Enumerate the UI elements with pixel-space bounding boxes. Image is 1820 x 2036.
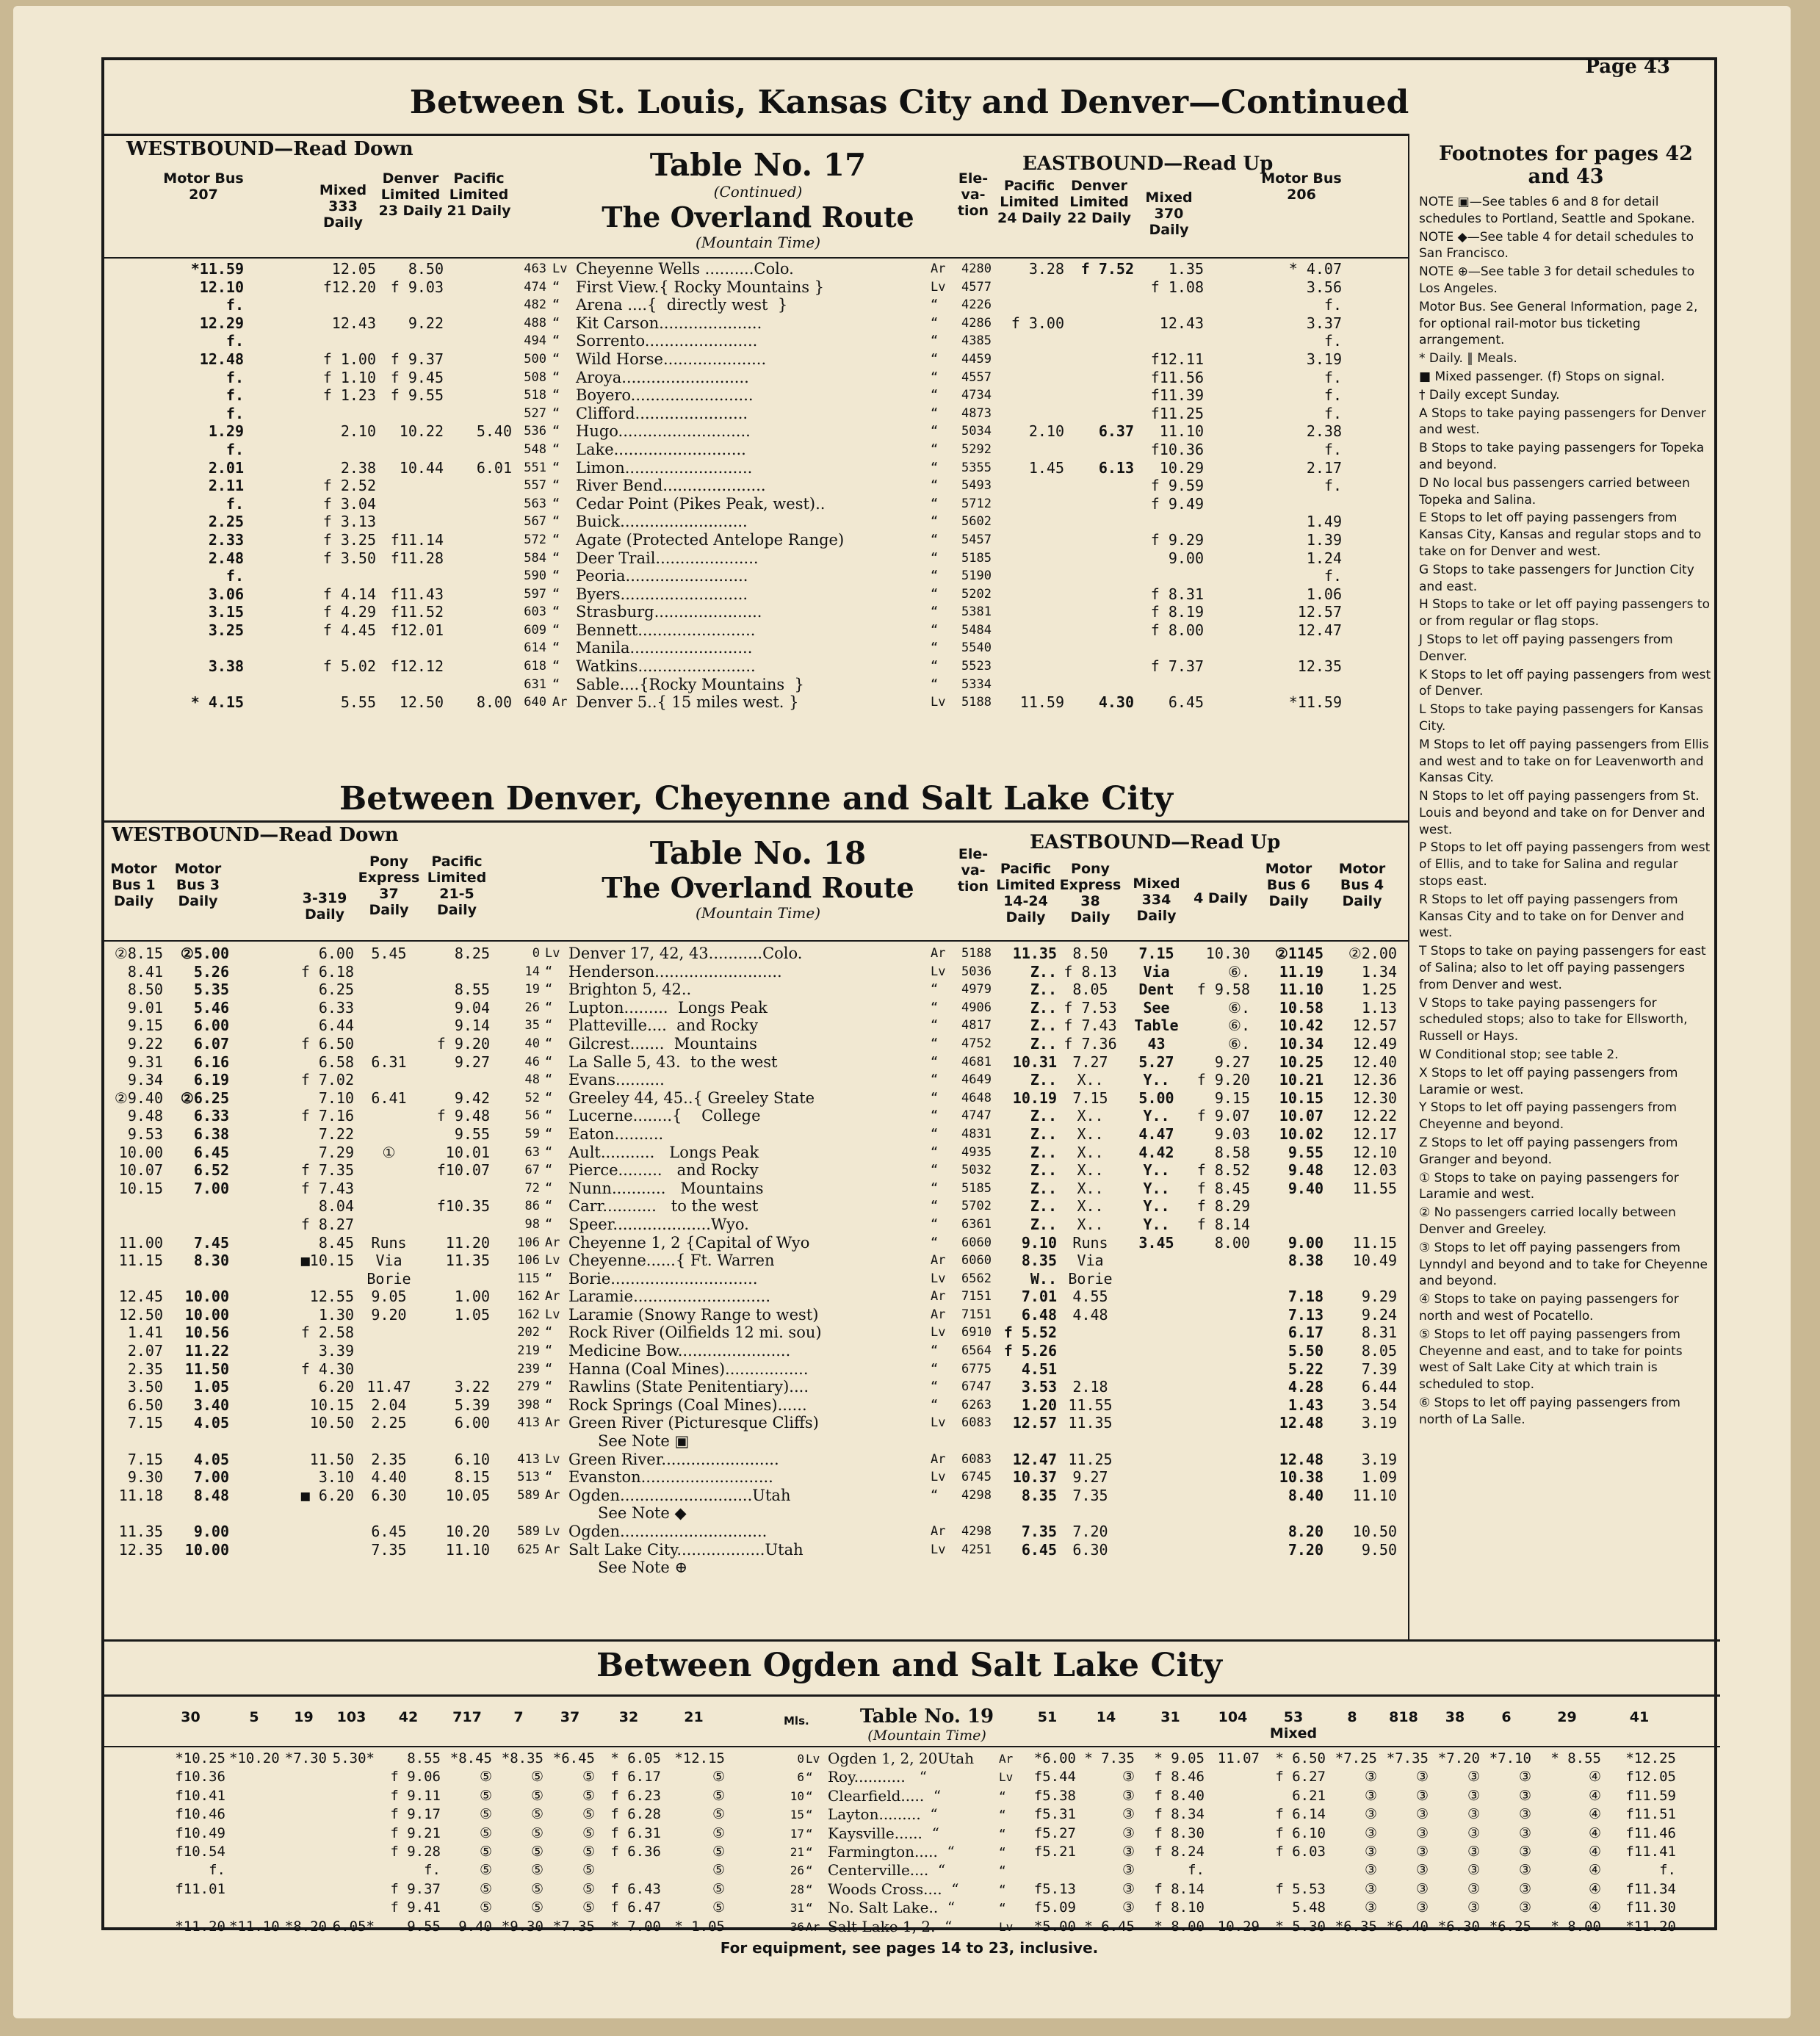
t19-west-col-0: *10.25 f10.36 f10.41 f10.46 f10.49 f10.54 f. f11.01 *11.20 bbox=[175, 1750, 225, 1935]
table18-heading: Between Denver, Cheyenne and Salt Lake City bbox=[339, 780, 1173, 817]
t19-east-train-1: 14 bbox=[1096, 1709, 1116, 1725]
table19-heading: Between Ogden and Salt Lake City bbox=[596, 1647, 1222, 1684]
table19-number: Table No. 19 bbox=[859, 1705, 994, 1728]
table17-title-block bbox=[574, 147, 942, 251]
t19-stations: Ogden 1, 2, 20Utah Roy........... “ Clearfield..... “ Layton......... “ Kaysville...... “ Farmington..... “ Centerville.... “ Woods Cross.... “ No. Salt Lake.. “ Salt Lake 1, 2. “ bbox=[828, 1750, 975, 1935]
t19-west-train-5: 717 bbox=[452, 1709, 482, 1725]
t19-west-col-3: 5.30* 6.05* bbox=[332, 1750, 375, 1935]
footnote: NOTE ▣—See tables 6 and 8 for detail schedules to Portland, Seattle and Spokane. bbox=[1419, 195, 1695, 226]
t19-lvar: Lv “ “ “ “ “ “ “ “ Ar bbox=[806, 1752, 820, 1934]
t19-east-train-0: 51 bbox=[1037, 1709, 1058, 1725]
footnote: H Stops to take or let off paying passengers to or from regular or flag stops. bbox=[1419, 597, 1710, 629]
t19-west-col-7: *6.45 ⑤ ⑤ ⑤ ⑤ ⑤ ⑤ ⑤ ⑤ *7.35 bbox=[552, 1750, 595, 1935]
footnote: Motor Bus. See General Information, page 2, for optional rail-motor bus ticketing arrangement. bbox=[1419, 299, 1698, 348]
footnotes bbox=[1419, 142, 1713, 1430]
t19-west-col-5: *8.45 ⑤ ⑤ ⑤ ⑤ ⑤ ⑤ ⑤ ⑤ 9.40 bbox=[449, 1750, 492, 1935]
t19-west-col-6: *8.35 ⑤ ⑤ ⑤ ⑤ ⑤ ⑤ ⑤ ⑤ *9.30 bbox=[501, 1750, 544, 1935]
t18-bus1-head: Motor Bus 1 Daily bbox=[110, 861, 157, 909]
t19-west-col-2: *7.30 *8.20 bbox=[284, 1750, 327, 1935]
t19-east-col-0: *6.00 f5.44 f5.38 f5.31 f5.27 f5.21 f5.13 f5.09 *5.00 bbox=[1033, 1750, 1076, 1935]
t17-den23-head: Denver Limited 23 Daily bbox=[378, 170, 443, 219]
table17-heading: Between St. Louis, Kansas City and Denver—Continued bbox=[409, 84, 1409, 121]
t19-west-train-9: 21 bbox=[684, 1709, 704, 1725]
t18-pac1424-head: Pacific Limited 14-24 Daily bbox=[996, 861, 1055, 925]
footnote: L Stops to take paying passengers for Kansas City. bbox=[1419, 702, 1704, 734]
table18-zone: (Mountain Time) bbox=[695, 904, 821, 922]
table17-eastbound: EASTBOUND—Read Up bbox=[1022, 153, 1274, 175]
rule bbox=[104, 1694, 1720, 1697]
footnote: G Stops to take passengers for Junction City and east. bbox=[1419, 562, 1694, 594]
t19-miles: 0 6 10 15 17 21 26 28 31 36 bbox=[790, 1752, 804, 1934]
t17-mixed333: 12.05 f12.20 12.43 f 1.00 f 1.10 f 1.23 2.10 2.38 f 2.52 f 3.04 f 3.13 f 3.25 f 3.50 f 4.14 f 4.29 f 4.45 f 5.02 5.55 bbox=[322, 260, 376, 712]
t17-miles: 463 474 482 488 494 500 508 518 527 536 548 551 557 563 567 572 584 590 597 603 609 614 618 631 640 bbox=[524, 261, 546, 710]
rule bbox=[104, 940, 1408, 942]
footnote: † Daily except Sunday. bbox=[1419, 387, 1560, 402]
t19-east-train-9: 29 bbox=[1557, 1709, 1577, 1725]
t18-mix334: 7.15 Via Dent See Table 43 5.27 Y.. 5.00 Y.. 4.47 4.42 Y.. Y.. Y.. Y.. 3.45 bbox=[1134, 945, 1179, 1252]
t17-den22: f 7.52 6.37 6.13 4.30 bbox=[1080, 260, 1134, 712]
t19-west-train-1: 5 bbox=[249, 1709, 259, 1725]
t18-lvar: Lv “ “ “ “ “ “ “ “ “ “ “ “ “ “ “ Ar Lv “ Ar Lv “ “ “ “ “ Ar Lv “ Ar Lv Ar bbox=[545, 946, 560, 1557]
footnote: P Stops to let off paying passengers from west of Ellis, and to take for Salina and regular stops east. bbox=[1419, 840, 1711, 889]
table17-westbound: WESTBOUND—Read Down bbox=[126, 138, 414, 160]
footnote: T Stops to take on paying passengers for east of Salina; also to let off paying passengers from Denver and west. bbox=[1419, 944, 1706, 992]
footnote: ⑤ Stops to let off paying passengers from Cheyenne and east, and to take for points west of Salt Lake City at which train is scheduled to stop. bbox=[1419, 1326, 1683, 1393]
t18-d4-head: 4 Daily bbox=[1194, 890, 1248, 906]
t19-east-col-2: * 9.05 f 8.46 f 8.40 f 8.34 f 8.30 f 8.24 f. f 8.14 f 8.10 * 8.00 bbox=[1154, 1750, 1205, 1935]
footnote: ⑥ Stops to let off paying passengers from north of La Salle. bbox=[1419, 1395, 1680, 1427]
t19-east-col-8: *7.10 ③ ③ ③ ③ ③ ③ ③ ③ *6.25 bbox=[1489, 1750, 1531, 1935]
footer-note: For equipment, see pages 14 to 23, inclusive. bbox=[720, 1939, 1099, 1957]
t18-pony38-head: Pony Express 38 Daily bbox=[1059, 861, 1122, 925]
footnote: A Stops to take paying passengers for Denver and west. bbox=[1419, 405, 1706, 438]
footnote: M Stops to let off paying passengers from Ellis and west and to take on for Leavenworth and Kansas City. bbox=[1419, 737, 1709, 786]
t17-bus206: * 4.07 3.56 f. 3.37 f. 3.19 f. f. f. 2.38 f. 2.17 f. 1.49 1.39 1.24 f. 1.06 12.57 12.47 12.35 *11.59 bbox=[1288, 260, 1342, 712]
t17-mix370-head: Mixed 370 Daily bbox=[1145, 189, 1193, 238]
t18-d4: 10.30 ⑥. f 9.58 ⑥. ⑥. ⑥. 9.27 f 9.20 9.15 f 9.07 9.03 8.58 f 8.52 f 8.45 f 8.29 f 8.14 8.00 bbox=[1196, 945, 1250, 1252]
table18-eastbound: EASTBOUND—Read Up bbox=[1030, 831, 1281, 853]
table18-route: The Overland Route bbox=[602, 871, 914, 904]
timetable-page bbox=[13, 6, 1791, 2018]
t19-west-train-0: 30 bbox=[181, 1709, 201, 1725]
t18-pony37-head: Pony Express 37 Daily bbox=[358, 853, 420, 918]
t17-lvar: Lv “ “ “ “ “ “ “ “ “ “ “ “ “ “ “ “ “ “ “ “ “ “ “ Ar bbox=[552, 261, 568, 710]
table17-route: The Overland Route bbox=[602, 201, 914, 234]
t17-stations: Cheyenne Wells ..........Colo. First View.{ Rocky Mountains } Arena ....{ directly west } Kit Carson..................... Sorrento....................... Wild Horse..................... Aroya.......................... Boyero......................... Clifford....................... Hugo........................... Lake........................... Limon.......................... River Bend..................... Cedar Point (Pikes Peak, west).. Buick.......................... Agate (Protected Antelope Range) Deer Trail..................... Peoria......................... Byers.......................... Strasburg...................... Bennett........................ Manila......................... Watkins........................ Sable....{Rocky Mountains } Denver 5..{ 15 miles west. } bbox=[576, 260, 845, 712]
footnote: W Conditional stop; see table 2. bbox=[1419, 1047, 1619, 1063]
t17-pac21: 5.40 6.01 8.00 bbox=[476, 422, 512, 712]
t18-3319: 6.00 f 6.18 6.25 6.33 6.44 f 6.50 6.58 f 7.02 7.10 f 7.16 7.22 7.29 f 7.35 f 7.43 8.04 f 8.27 8.45 ■10.15 12.55 1.30 f 2.58 3.39 f 4.30 6.20 10.15 10.50 11.50 3.10 ■ 6.20 bbox=[300, 945, 354, 1504]
t18-mix334-head: Mixed 334 Daily bbox=[1133, 876, 1180, 924]
table19-zone: (Mountain Time) bbox=[867, 1728, 986, 1744]
t19-east-col-7: *7.20 ③ ③ ③ ③ ③ ③ ③ ③ *6.30 bbox=[1437, 1750, 1480, 1935]
t18-arlv: Ar Lv “ “ “ “ “ “ “ “ “ “ “ “ “ “ “ Ar Lv Ar Ar Lv “ “ “ “ Lv Ar Lv “ Ar Lv bbox=[931, 946, 946, 1557]
t18-pac1424: 11.35 Z.. Z.. Z.. Z.. Z.. 10.31 Z.. 10.19 Z.. Z.. Z.. Z.. Z.. Z.. Z.. 9.10 8.35 W.. 7.01 6.48 f 5.52 f 5.26 4.51 3.53 1.20 12.57 12.47 10.37 8.35 7.35 6.45 bbox=[1003, 945, 1057, 1559]
t19-east-col-9: * 8.55 ④ ④ ④ ④ ④ ④ ④ ④ * 8.00 bbox=[1550, 1750, 1601, 1935]
footnote: E Stops to let off paying passengers from Kansas City, Kansas and regular stops and to take on for Denver and west. bbox=[1419, 510, 1702, 559]
t19-east-train-8: 6 bbox=[1501, 1709, 1512, 1725]
rule bbox=[104, 820, 1408, 823]
t19-mls-head: Mls. bbox=[784, 1714, 809, 1728]
t17-bus207: *11.59 12.10 f. 12.29 f. 12.48 f. f. f. 1.29 f. 2.01 2.11 f. 2.25 2.33 2.48 f. 3.06 3.15 3.25 3.38 * 4.15 bbox=[190, 260, 244, 712]
t17-mix370: 1.35 f 1.08 12.43 f12.11 f11.56 f11.39 f11.25 11.10 f10.36 10.29 f 9.59 f 9.49 f 9.29 9.00 f 8.31 f 8.19 f 8.00 f 7.37 6.45 bbox=[1150, 260, 1204, 712]
t18-bus4: ②2.00 1.34 1.25 1.13 12.57 12.49 12.40 12.36 12.30 12.22 12.17 12.10 12.03 11.55 11.15 10.49 9.29 9.24 8.31 8.05 7.39 6.44 3.54 3.19 3.19 1.09 11.10 10.50 9.50 bbox=[1348, 945, 1397, 1559]
t17-pac24-head: Pacific Limited 24 Daily bbox=[997, 178, 1062, 226]
t19-west-train-2: 19 bbox=[294, 1709, 314, 1725]
t19-east-train-10: 41 bbox=[1629, 1709, 1650, 1725]
footnote: NOTE ◆—See table 4 for detail schedules to San Francisco. bbox=[1419, 229, 1694, 261]
t19-west-train-3: 103 bbox=[336, 1709, 366, 1725]
t19-east-col-3: 11.07 10.29 bbox=[1217, 1750, 1260, 1935]
t17-pac24: 3.28 f 3.00 2.10 1.45 11.59 bbox=[1011, 260, 1064, 712]
table18-title-block bbox=[574, 835, 942, 922]
t18-miles: 0 14 19 26 35 40 46 48 52 56 59 63 67 72 86 98 106 106 115 162 162 202 219 239 279 398 413 413 513 589 589 625 bbox=[517, 946, 540, 1557]
t19-east-col-1: * 7.35 ③ ③ ③ ③ ③ ③ ③ ③ * 6.45 bbox=[1084, 1750, 1135, 1935]
t17-arlv: Ar Lv “ “ “ “ “ “ “ “ “ “ “ “ “ “ “ “ “ “ “ “ “ “ Lv bbox=[931, 261, 946, 710]
t18-bus3-head: Motor Bus 3 Daily bbox=[174, 861, 222, 909]
page-number: Page 43 bbox=[1585, 56, 1670, 78]
t19-west-train-6: 7 bbox=[513, 1709, 524, 1725]
t19-east-train-3: 104 bbox=[1218, 1709, 1248, 1725]
t18-stations: Denver 17, 42, 43...........Colo. Henderson.......................... Brighton 5, 42.. Lupton......... Longs Peak Platteville.... and Rocky Gilcrest....... Mountains La Salle 5, 43. to the west Evans.......... Greeley 44, 45..{ Greeley State Lucerne........{ College Eaton.......... Ault........... Longs Peak Pierce......... and Rocky Nunn........... Mountains Carr........... to the west Speer....................Wyo. Cheyenne 1, 2 {Capital of Wyo Cheyenne......{ Ft. Warren Borie.............................. Laramie............................ Laramie (Snowy Range to west) Rock River (Oilfields 12 mi. sou) Medicine Bow....................... Hanna (Coal Mines)................. Rawlins (State Penitentiary).... Rock Springs (Coal Mines)...... Green River (Picturesque Cliffs) See Note ▣ Green River........................ Evanston........................... Ogden...........................Utah See Note ◆ Ogden.............................. Salt Lake City..................Utah See Note ⊕ bbox=[568, 945, 822, 1577]
footnote: Z Stops to let off paying passengers from Granger and beyond. bbox=[1419, 1136, 1678, 1167]
t18-elev-head: Ele-va-tion bbox=[957, 846, 989, 895]
footnote: * Daily. ‖ Meals. bbox=[1419, 351, 1517, 367]
rule bbox=[104, 134, 1408, 136]
footnote: B Stops to take paying passengers for Topeka and beyond. bbox=[1419, 441, 1705, 472]
footnotes-title: Footnotes for pages 42 and 43 bbox=[1439, 142, 1693, 188]
footnote: R Stops to let off paying passengers from Kansas City and to take on for Denver and west. bbox=[1419, 892, 1684, 941]
t18-elev: 5188 5036 4979 4906 4817 4752 4681 4649 4648 4747 4831 4935 5032 5185 5702 6361 6060 6060 6562 7151 7151 6910 6564 6775 6747 6263 6083 6083 6745 4298 4298 4251 bbox=[961, 946, 992, 1557]
t18-pac215-head: Pacific Limited 21-5 Daily bbox=[427, 853, 487, 918]
t17-pac21-head: Pacific Limited 21 Daily bbox=[447, 170, 511, 219]
t19-east-train-7: 38 bbox=[1445, 1709, 1465, 1725]
footnote: ■ Mixed passenger. (f) Stops on signal. bbox=[1419, 369, 1665, 384]
footnote: ① Stops to take on paying passengers for Laramie and west. bbox=[1419, 1170, 1679, 1202]
t17-bus206-head: Motor Bus 206 bbox=[1261, 170, 1342, 203]
table-frame bbox=[101, 56, 1717, 1957]
t18-bus3: ②5.00 5.26 5.35 5.46 6.00 6.07 6.16 6.19 ②6.25 6.33 6.38 6.45 6.52 7.00 7.45 8.30 10.00 10.00 10.56 11.22 11.50 1.05 3.40 4.05 4.05 7.00 8.48 9.00 10.00 bbox=[180, 945, 229, 1559]
footnote: Y Stops to let off paying passengers from Cheyenne and beyond. bbox=[1419, 1100, 1678, 1133]
rule bbox=[104, 1746, 1720, 1747]
footnote: X Stops to let off paying passengers from Laramie or west. bbox=[1419, 1065, 1678, 1097]
t19-west-col-1: *10.20 *11.10 bbox=[229, 1750, 280, 1935]
t19-east-col-4: * 6.50 f 6.27 6.21 f 6.14 f 6.10 f 6.03 f 5.53 5.48 * 5.30 bbox=[1275, 1750, 1326, 1935]
table18-number: Table No. 18 bbox=[649, 835, 867, 871]
footnote: V Stops to take paying passengers for scheduled stops; also to take for Ellsworth, Russell or Hays. bbox=[1419, 995, 1688, 1044]
t19-east-col-6: *7.35 ③ ③ ③ ③ ③ ③ ③ ③ *6.40 bbox=[1386, 1750, 1429, 1935]
footnote: ③ Stops to let off paying passengers from Lynndyl and beyond and to take for Cheyenne and beyond. bbox=[1419, 1240, 1708, 1289]
t17-mixed333-head: Mixed 333 Daily bbox=[319, 182, 367, 231]
table19-title-block bbox=[806, 1705, 1048, 1744]
footnote: ④ Stops to take on paying passengers for north and west of Pocatello. bbox=[1419, 1292, 1679, 1324]
t19-east-col-5: *7.25 ③ ③ ③ ③ ③ ③ ③ ③ *6.35 bbox=[1335, 1750, 1377, 1935]
t19-west-col-4: 8.55 f 9.06 f 9.11 f 9.17 f 9.21 f 9.28 f. f 9.37 f 9.41 9.55 bbox=[390, 1750, 441, 1935]
t19-east-train-6: 818 bbox=[1389, 1709, 1418, 1725]
footnote: N Stops to let off paying passengers from St. Louis and beyond and take on for Denver and west. bbox=[1419, 789, 1705, 837]
t19-west-train-7: 37 bbox=[560, 1709, 580, 1725]
t19-east-train-2: 31 bbox=[1160, 1709, 1180, 1725]
t17-den23: 8.50 f 9.03 9.22 f 9.37 f 9.45 f 9.55 10.22 10.44 f11.14 f11.28 f11.43 f11.52 f12.01 f12.12 12.50 bbox=[390, 260, 444, 712]
t19-east-train-5: 8 bbox=[1347, 1709, 1357, 1725]
t19-west-col-8: * 6.05 f 6.17 f 6.23 f 6.28 f 6.31 f 6.36 f 6.43 f 6.47 * 7.00 bbox=[610, 1750, 661, 1935]
t18-3319-head: 3-319 Daily bbox=[302, 890, 347, 923]
rule bbox=[1408, 134, 1409, 1639]
t19-east-col-10: *12.25 f12.05 f11.59 f11.51 f11.46 f11.41 f. f11.34 f11.30 *11.20 bbox=[1625, 1750, 1676, 1935]
t18-bus4-head: Motor Bus 4 Daily bbox=[1338, 861, 1386, 909]
table17-number: Table No. 17 bbox=[649, 147, 867, 183]
t18-pony38: 8.50 f 8.13 8.05 f 7.53 f 7.43 f 7.36 7.27 X.. 7.15 X.. X.. X.. X.. X.. X.. X.. Runs Via Borie 4.55 4.48 2.18 11.55 11.35 11.25 9.27 7.35 7.20 6.30 bbox=[1064, 945, 1117, 1559]
t17-bus207-head: Motor Bus 207 bbox=[163, 170, 244, 203]
table17-zone: (Mountain Time) bbox=[695, 234, 821, 251]
footnote: J Stops to let off paying passengers from Denver. bbox=[1419, 632, 1673, 664]
footnote: NOTE ⊕—See table 3 for detail schedules to Los Angeles. bbox=[1419, 264, 1695, 296]
table18-westbound: WESTBOUND—Read Down bbox=[112, 824, 399, 846]
t17-elev: 4280 4577 4226 4286 4385 4459 4557 4734 4873 5034 5292 5355 5493 5712 5602 5457 5185 5190 5202 5381 5484 5540 5523 5334 5188 bbox=[961, 261, 992, 710]
t19-west-col-9: *12.15 ⑤ ⑤ ⑤ ⑤ ⑤ ⑤ ⑤ ⑤ * 1.05 bbox=[674, 1750, 725, 1935]
t18-bus1: ②8.15 8.41 8.50 9.01 9.15 9.22 9.31 9.34 ②9.40 9.48 9.53 10.00 10.07 10.15 11.00 11.15 12.45 12.50 1.41 2.07 2.35 3.50 6.50 7.15 7.15 9.30 11.18 11.35 12.35 bbox=[114, 945, 163, 1559]
t18-bus6-head: Motor Bus 6 Daily bbox=[1265, 861, 1312, 909]
footnote: K Stops to let off paying passengers from west of Denver. bbox=[1419, 667, 1711, 699]
table17-continued: (Continued) bbox=[713, 183, 803, 201]
rule bbox=[104, 1639, 1720, 1642]
t17-elev-head: Ele-va-tion bbox=[957, 170, 989, 219]
t19-arlv: Ar Lv “ “ “ “ “ “ “ Lv bbox=[999, 1752, 1014, 1934]
t18-pac215: 8.25 8.55 9.04 9.14 f 9.20 9.27 9.42 f 9.48 9.55 10.01 f10.07 f10.35 11.20 11.35 1.00 1.05 3.22 5.39 6.00 6.10 8.15 10.05 10.20 11.10 bbox=[436, 945, 490, 1559]
t18-pony37: 5.45 6.31 6.41 ① Runs Via Borie 9.05 9.20 11.47 2.04 2.25 2.35 4.40 6.30 6.45 7.35 bbox=[366, 945, 411, 1559]
t18-bus6: ②1145 11.19 11.10 10.58 10.42 10.34 10.25 10.21 10.15 10.07 10.02 9.55 9.48 9.40 9.00 8.38 7.18 7.13 6.17 5.50 5.22 4.28 1.43 12.48 12.48 10.38 8.40 8.20 7.20 bbox=[1274, 945, 1324, 1559]
t19-west-train-8: 32 bbox=[618, 1709, 639, 1725]
t19-west-train-4: 42 bbox=[398, 1709, 419, 1725]
footnote: D No local bus passengers carried between Topeka and Salina. bbox=[1419, 475, 1690, 508]
t17-den22-head: Denver Limited 22 Daily bbox=[1066, 178, 1132, 226]
t19-east-train-4: 53 Mixed bbox=[1269, 1709, 1318, 1741]
footnote: ② No passengers carried locally between Denver and Greeley. bbox=[1419, 1205, 1676, 1238]
rule bbox=[104, 257, 1408, 259]
